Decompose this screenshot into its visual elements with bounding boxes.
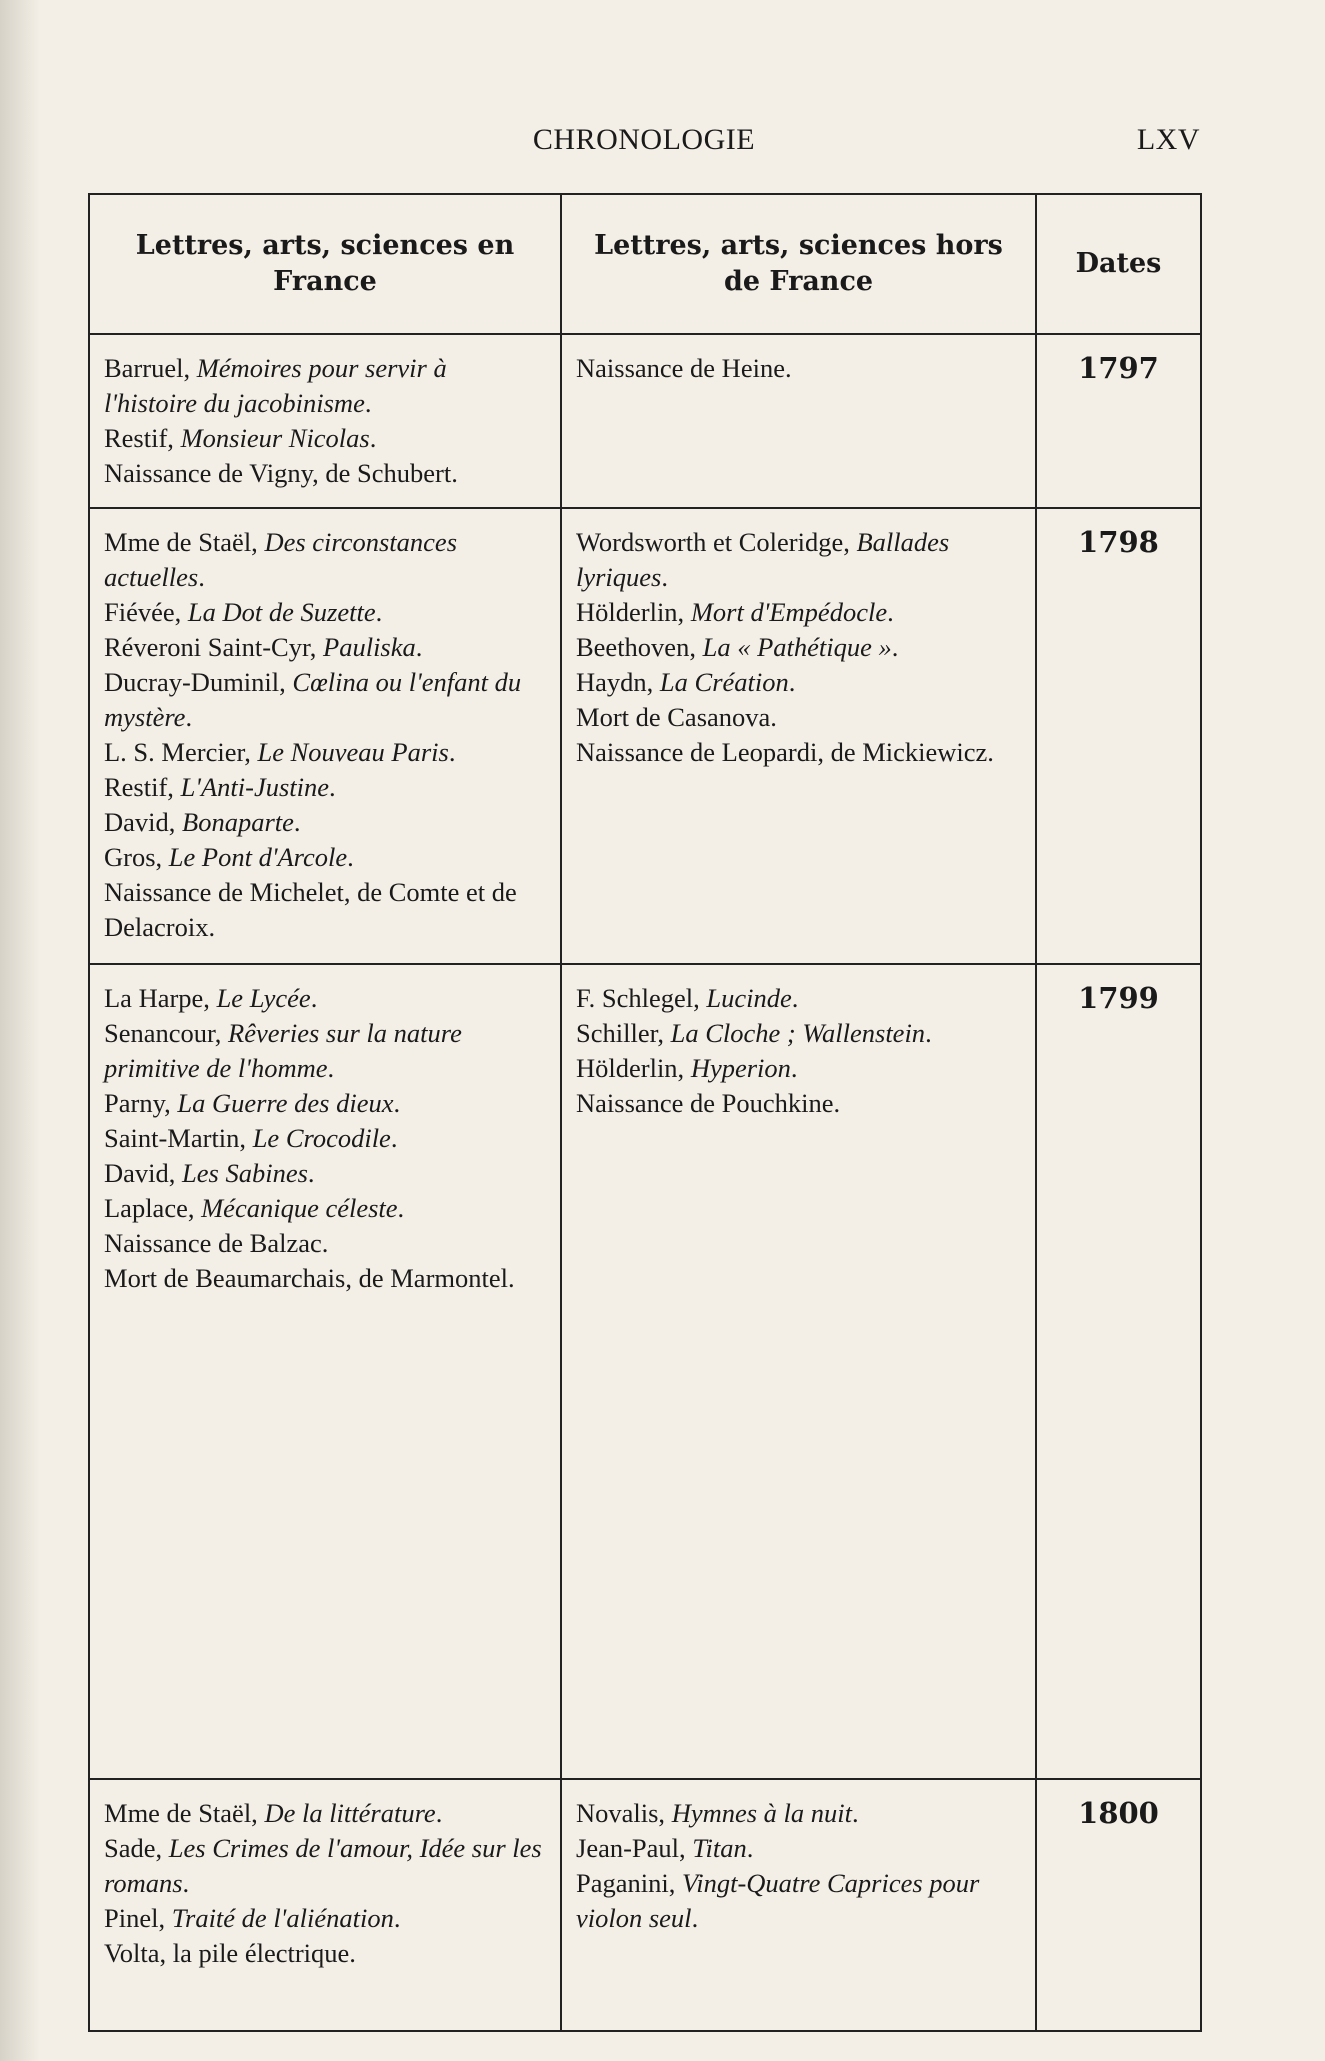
entry-work-title: Des circonstances actuelles: [104, 527, 458, 592]
entry-work-title: Le Lycée: [216, 983, 311, 1013]
entry: [576, 1051, 1021, 1086]
entry: [104, 1121, 546, 1156]
entry-work-title: Ballades lyriques: [576, 527, 950, 592]
entry-punctuation: .: [852, 1798, 859, 1828]
page-number: LXV: [1136, 123, 1200, 156]
entry: [104, 1016, 546, 1086]
cell-abroad: [561, 334, 1036, 508]
entry: [576, 595, 1021, 630]
entry-work-title: Lucinde: [706, 983, 792, 1013]
entry: [104, 1226, 546, 1261]
entry-work-title: Traité de l'aliénation: [171, 1903, 394, 1933]
entry: [104, 595, 546, 630]
entry: [104, 630, 546, 665]
entry-work-title: Le Crocodile: [252, 1123, 391, 1153]
entry: [576, 981, 1021, 1016]
entry: [104, 421, 546, 456]
entry-work-title: Les Sabines: [182, 1158, 308, 1188]
entry-author: Restif,: [104, 772, 181, 802]
entry: [576, 1866, 1021, 1936]
entry-punctuation: .: [788, 667, 796, 697]
entry-punctuation: .: [791, 983, 799, 1013]
running-title: CHRONOLOGIE: [532, 123, 756, 156]
entry-author: Wordsworth et Coleridge,: [576, 527, 857, 557]
entry-author: Laplace,: [104, 1193, 202, 1223]
entry: [104, 805, 546, 840]
entry-author: Naissance de Vigny, de Schubert.: [104, 458, 458, 488]
entry: [576, 665, 1021, 700]
entry-author: Saint-Martin,: [104, 1123, 253, 1153]
entry: [104, 1901, 546, 1936]
entry-work-title: Titan: [692, 1833, 747, 1863]
entry-work-title: La Guerre des dieux: [177, 1088, 394, 1118]
entry-author: Naissance de Michelet, de Comte et de Delacroix.: [104, 877, 517, 942]
entry-punctuation: .: [369, 423, 377, 453]
entry: [576, 351, 1021, 386]
entry-author: Mort de Casanova.: [576, 702, 777, 732]
entry: [104, 981, 546, 1016]
entry-punctuation: .: [746, 1833, 754, 1863]
entry: [576, 525, 1021, 595]
entry-punctuation: .: [185, 702, 193, 732]
cell-france: [89, 334, 561, 508]
entry: [576, 1796, 1021, 1831]
entry-punctuation: .: [925, 1018, 932, 1048]
entry-author: Sade,: [104, 1833, 169, 1863]
entry: [104, 1796, 546, 1831]
entry-work-title: L'Anti-Justine: [180, 772, 330, 802]
cell-year: 1798: [1036, 508, 1201, 964]
entry-work-title: Mémoires pour servir à l'histoire du jacobinisme: [104, 353, 447, 418]
entry: [576, 700, 1021, 735]
entry-work-title: La « Pathétique »: [702, 632, 892, 662]
running-head: [88, 120, 1200, 160]
entry-author: Réveroni Saint-Cyr,: [104, 632, 324, 662]
entry-punctuation: .: [448, 737, 456, 767]
entry-author: Naissance de Pouchkine.: [576, 1088, 841, 1118]
entry: [104, 875, 546, 945]
entry-punctuation: .: [415, 632, 423, 662]
entry-work-title: Monsieur Nicolas: [180, 423, 370, 453]
entry: [104, 1831, 546, 1901]
entry-punctuation: .: [293, 807, 301, 837]
entry-author: Barruel,: [104, 353, 197, 383]
entry: [104, 840, 546, 875]
entry-author: Paganini,: [576, 1868, 682, 1898]
entry-punctuation: .: [891, 632, 899, 662]
entry: [576, 1831, 1021, 1866]
entry-author: F. Schlegel,: [576, 983, 707, 1013]
entry-author: Senancour,: [104, 1018, 229, 1048]
entry-work-title: Rêveries sur la nature primitive de l'homme: [104, 1018, 462, 1083]
entry-work-title: Hyperion: [690, 1053, 791, 1083]
entry-punctuation: .: [397, 1193, 405, 1223]
entry-work-title: Vingt-Quatre Caprices pour violon seul: [576, 1868, 980, 1933]
entry-work-title: Bonaparte: [182, 807, 294, 837]
entry-author: Ducray-Duminil,: [104, 667, 293, 697]
entry-author: David,: [104, 807, 183, 837]
entry-author: Naissance de Balzac.: [104, 1228, 329, 1258]
table-header-row: [89, 194, 1201, 334]
entry: [104, 735, 546, 770]
entry: [104, 770, 546, 805]
entry-work-title: Pauliska: [323, 632, 416, 662]
entry-work-title: Le Nouveau Paris: [257, 737, 449, 767]
cell-abroad: [561, 1779, 1036, 2031]
entry-punctuation: .: [390, 1123, 398, 1153]
entry-author: Parny,: [104, 1088, 178, 1118]
cell-france: [89, 1779, 561, 2031]
entry-author: Volta, la pile électrique.: [104, 1938, 356, 1968]
entry-author: Mme de Staël,: [104, 1798, 265, 1828]
entry-punctuation: .: [329, 772, 336, 802]
entry-punctuation: .: [198, 562, 205, 592]
entry-author: La Harpe,: [104, 983, 217, 1013]
entry-author: Schiller,: [576, 1018, 671, 1048]
cell-year: 1797: [1036, 334, 1201, 508]
entry-punctuation: .: [307, 1158, 315, 1188]
entry-work-title: Cœlina ou l'enfant du mystère: [104, 667, 522, 732]
entry: [576, 1016, 1021, 1051]
entry-work-title: La Création: [659, 667, 789, 697]
entry-punctuation: .: [347, 842, 354, 872]
entry-author: Mme de Staël,: [104, 527, 265, 557]
entry: [104, 351, 546, 421]
entry-author: Pinel,: [104, 1903, 172, 1933]
cell-year: 1799: [1036, 964, 1201, 1779]
entry-punctuation: .: [393, 1088, 401, 1118]
entry: [104, 456, 546, 491]
entry-punctuation: .: [661, 562, 668, 592]
entry: [104, 665, 546, 735]
entry-punctuation: .: [364, 388, 372, 418]
entry-work-title: Mécanique céleste: [201, 1193, 398, 1223]
entry-author: Beethoven,: [576, 632, 703, 662]
chronology-table: [88, 193, 1202, 2032]
entry: [104, 525, 546, 595]
entry-author: Naissance de Heine.: [576, 353, 792, 383]
entry-punctuation: .: [435, 1798, 443, 1828]
entry-work-title: La Dot de Suzette: [187, 597, 376, 627]
column-header-abroad: Lettres, arts, sciences hors de France: [561, 194, 1036, 334]
table-row: [89, 508, 1201, 964]
entry-punctuation: .: [691, 1903, 699, 1933]
entry: [576, 630, 1021, 665]
cell-france: [89, 964, 561, 1779]
entry-punctuation: .: [310, 983, 318, 1013]
entry-punctuation: .: [375, 597, 383, 627]
entry-work-title: Mort d'Empédocle: [690, 597, 888, 627]
entry-work-title: La Cloche ; Wallenstein: [670, 1018, 926, 1048]
entry-author: L. S. Mercier,: [104, 737, 258, 767]
entry: [104, 1156, 546, 1191]
entry: [104, 1086, 546, 1121]
entry-punctuation: .: [790, 1053, 798, 1083]
entry-punctuation: .: [182, 1868, 190, 1898]
table-row: [89, 964, 1201, 1779]
entry-author: David,: [104, 1158, 183, 1188]
page-edge-shadow: [0, 0, 40, 2061]
entry: [104, 1936, 546, 1971]
entry-author: Hölderlin,: [576, 597, 691, 627]
entry: [104, 1191, 546, 1226]
entry-punctuation: .: [887, 597, 894, 627]
entry-author: Naissance de Leopardi, de Mickiewicz.: [576, 737, 994, 767]
entry-author: Jean-Paul,: [576, 1833, 693, 1863]
entry-author: Gros,: [104, 842, 169, 872]
entry-author: Haydn,: [576, 667, 660, 697]
cell-year: 1800: [1036, 1779, 1201, 2031]
entry: [576, 1086, 1021, 1121]
table-row: [89, 1779, 1201, 2031]
entry-author: Mort de Beaumarchais, de Marmontel.: [104, 1263, 515, 1293]
entry-work-title: De la littérature: [264, 1798, 436, 1828]
column-header-dates: Dates: [1036, 194, 1201, 334]
entry-work-title: Les Crimes de l'amour, Idée sur les romans: [104, 1833, 542, 1898]
entry-punctuation: .: [393, 1903, 401, 1933]
entry-author: Fiévée,: [104, 597, 188, 627]
cell-abroad: [561, 508, 1036, 964]
entry-work-title: Le Pont d'Arcole: [168, 842, 348, 872]
entry-work-title: Hymnes à la nuit: [671, 1798, 853, 1828]
entry-author: Novalis,: [576, 1798, 672, 1828]
entry: [104, 1261, 546, 1296]
column-header-france: Lettres, arts, sciences en France: [89, 194, 561, 334]
table-body: [89, 334, 1201, 2031]
table-row: [89, 334, 1201, 508]
cell-abroad: [561, 964, 1036, 1779]
entry: [576, 735, 1021, 770]
entry-punctuation: .: [327, 1053, 335, 1083]
entry-author: Restif,: [104, 423, 181, 453]
cell-france: [89, 508, 561, 964]
entry-author: Hölderlin,: [576, 1053, 691, 1083]
